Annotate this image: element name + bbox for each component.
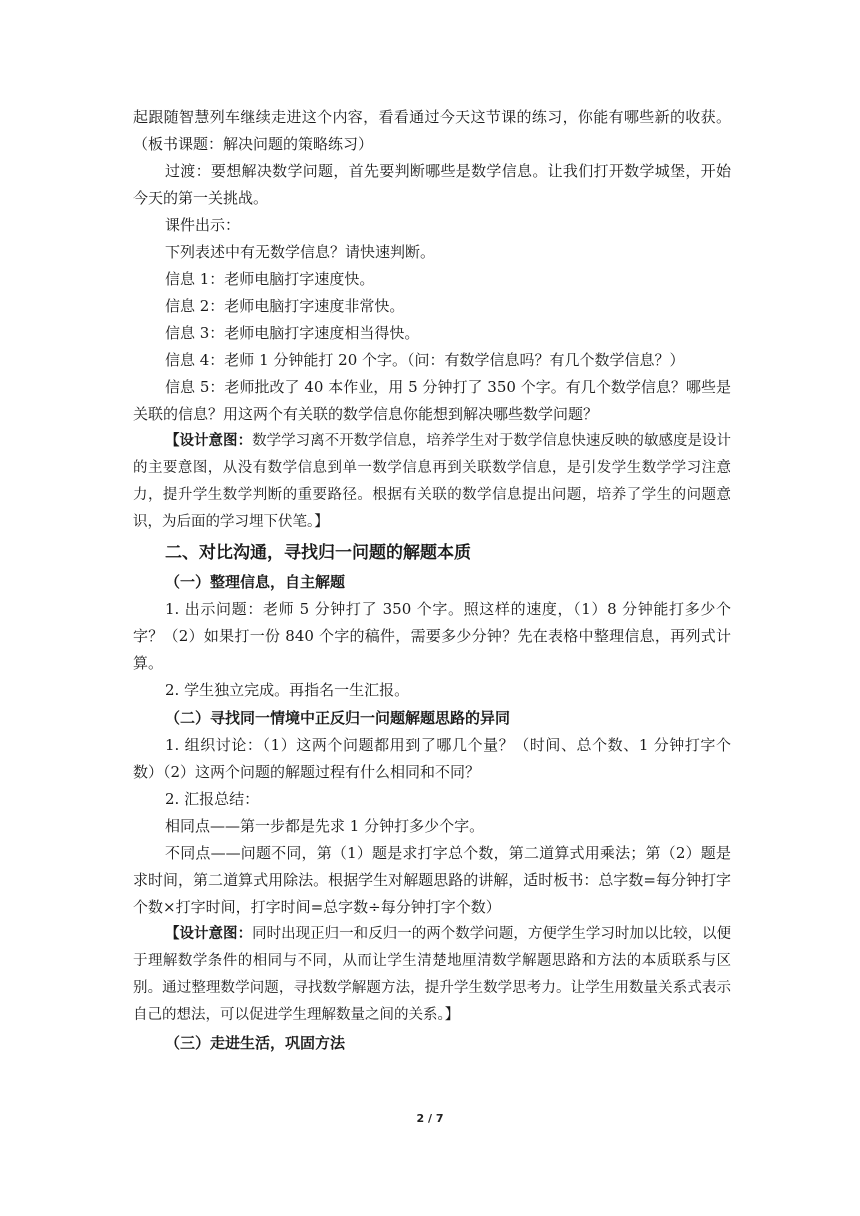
paragraph: 起跟随智慧列车继续走进这个内容，看看通过今天这节课的练习，你能有哪些新的收获。（板书课题：解决问题的策略练习） xyxy=(133,108,731,153)
paragraph: 2. 汇报总结： xyxy=(165,790,260,808)
paragraph: 下列表述中有无数学信息？请快速判断。 xyxy=(165,243,436,261)
section-heading: 二、对比沟通，寻找归一问题的解题本质 xyxy=(165,543,471,563)
paragraph: 信息 3：老师电脑打字速度相当得快。 xyxy=(165,324,420,342)
paragraph: 信息 1：老师电脑打字速度快。 xyxy=(165,270,375,288)
subsection-heading: （三）走进生活，巩固方法 xyxy=(165,1034,346,1052)
subsection-heading: （二）寻找同一情境中正反归一问题解题思路的异同 xyxy=(165,709,511,727)
subsection-heading: （一）整理信息，自主解题 xyxy=(165,573,346,591)
design-intent-note xyxy=(133,428,731,536)
paragraph: 课件出示： xyxy=(165,216,241,234)
paragraph: 2. 学生独立完成。再指名一生汇报。 xyxy=(165,681,410,699)
paragraph: 相同点——第一步都是先求 1 分钟打多少个字。 xyxy=(165,817,485,835)
paragraph: 信息 5：老师批改了 40 本作业，用 5 分钟打了 350 个字。有几个数学信息？哪些是关联的信息？用这两个有关联的数学信息你能想到解决哪些数学问题？ xyxy=(133,378,731,423)
page-number: 2 / 7 xyxy=(416,1112,444,1125)
paragraph: 1. 出示问题：老师 5 分钟打了 350 个字。照这样的速度，（1）8 分钟能打多少个字？（2）如果打一份 840 个字的稿件，需要多少分钟？先在表格中整理信息，再列式计算。 xyxy=(133,600,731,672)
paragraph: 信息 2：老师电脑打字速度非常快。 xyxy=(165,297,405,315)
paragraph: 不同点——问题不同，第（1）题是求打字总个数，第二道算式用乘法；第（2）题是求时间，第二道算式用除法。根据学生对解题思路的讲解，适时板书：总字数=每分钟打字个数×打字时间，打字时间=总字数÷每分钟打字个数） xyxy=(133,844,731,916)
design-intent-note xyxy=(133,921,731,1029)
paragraph: 1. 组织讨论：（1）这两个问题都用到了哪几个量？（时间、总个数、1 分钟打字个数）（2）这两个问题的解题过程有什么相同和不同？ xyxy=(133,736,731,781)
paragraph: 过渡：要想解决数学问题，首先要判断哪些是数学信息。让我们打开数学城堡，开始今天的第一关挑战。 xyxy=(133,162,731,207)
design-intent-text: 同时出现正归一和反归一的两个数学问题，方便学生学习时加以比较，以便于理解数学条件的相同与不同，从而让学生清楚地厘清数学解题思路和方法的本质联系与区别。通过整理数学问题，寻找数学解题方法，提升学生数学思考力。让学生用数量关系式表示自己的想法，可以促进学生理解数量之间的关系。】 xyxy=(133,926,732,1023)
design-intent-text: 数学学习离不开数学信息，培养学生对于数学信息快速反映的敏感度是设计的主要意图，从没有数学信息到单一数学信息再到关联数学信息，是引发学生数学学习注意力，提升学生数学判断的重要路径。根据有关联的数学信息提出问题，培养了学生的问题意识，为后面的学习埋下伏笔。】 xyxy=(133,433,732,530)
design-intent-label: 【设计意图： xyxy=(165,926,253,942)
paragraph: 信息 4：老师 1 分钟能打 20 个字。（问：有数学信息吗？有几个数学信息？） xyxy=(165,351,685,369)
document-body xyxy=(133,104,731,1057)
design-intent-label: 【设计意图： xyxy=(165,433,253,449)
